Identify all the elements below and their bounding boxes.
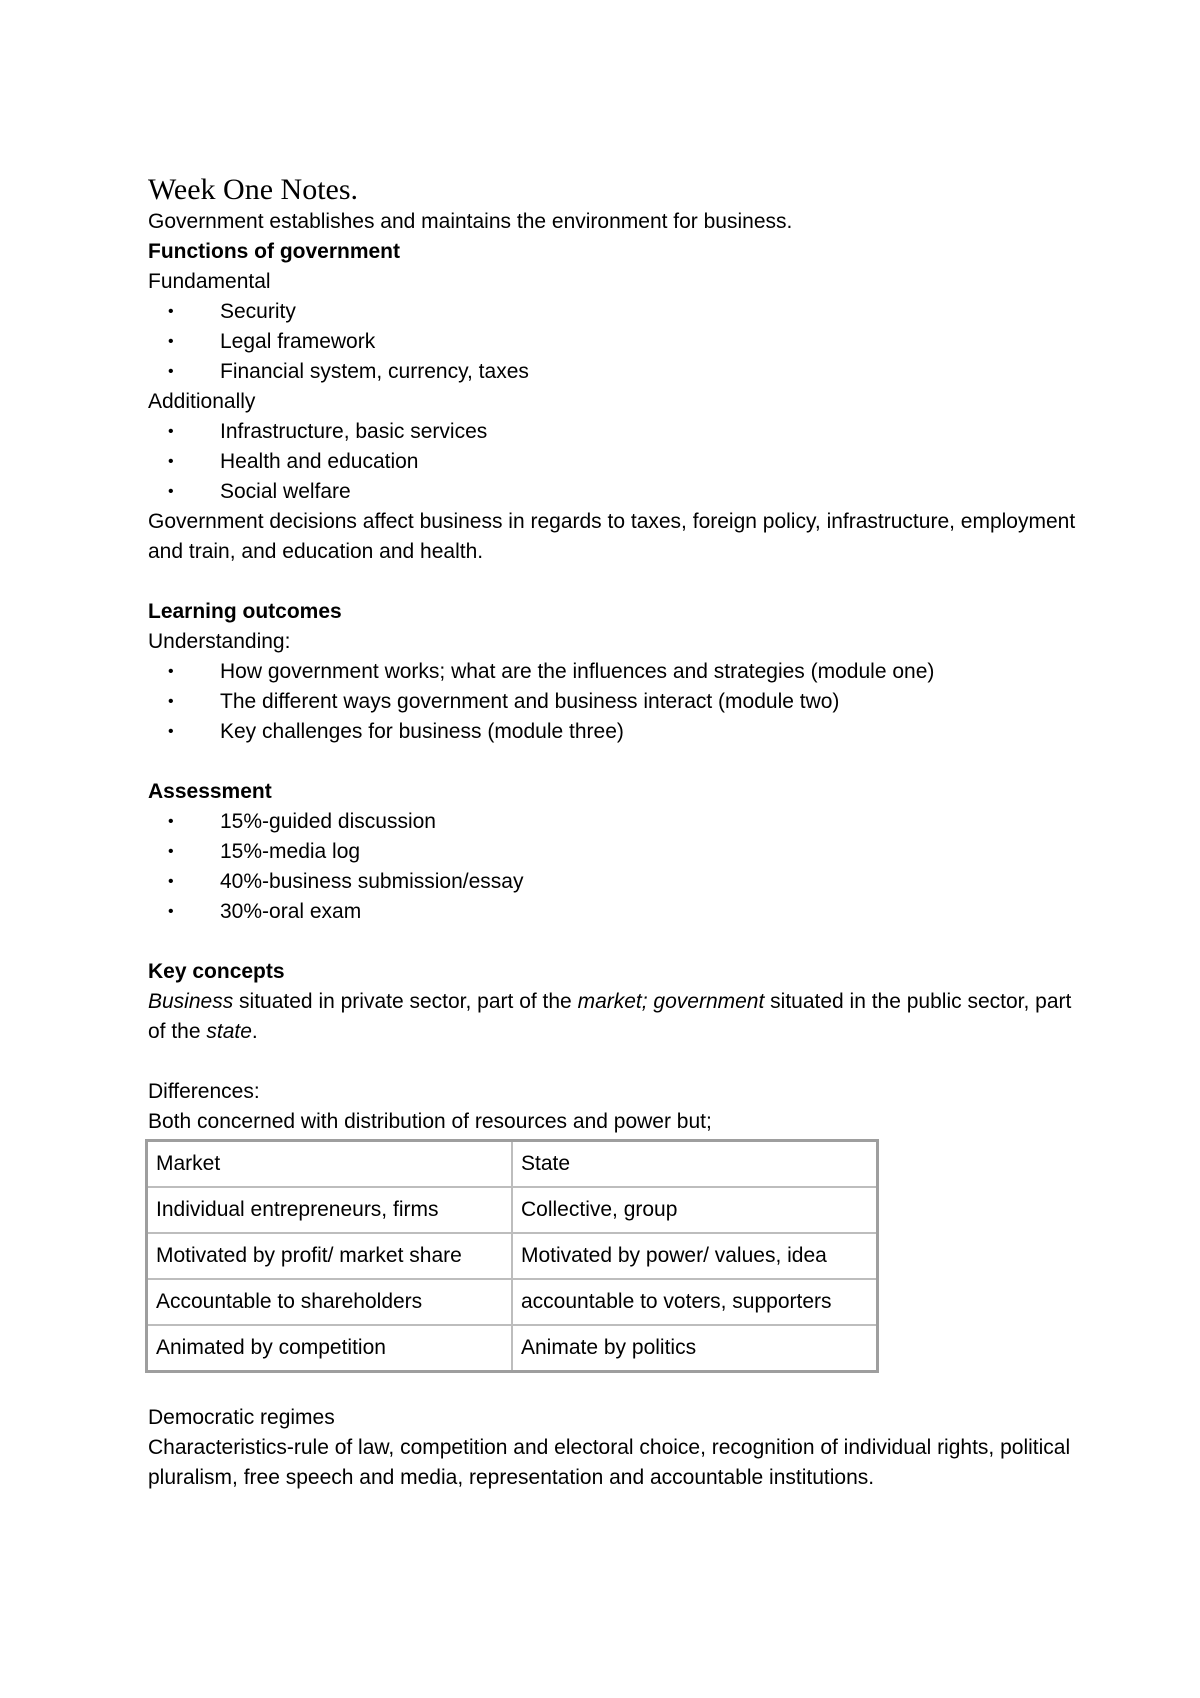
table-row <box>147 1279 878 1325</box>
fundamental-list <box>148 297 1078 387</box>
bullet-icon: • <box>168 903 174 920</box>
additional-list <box>148 417 1078 507</box>
bullet-icon: • <box>168 453 174 470</box>
bullet-icon: • <box>168 873 174 890</box>
table-cell: Animated by competition <box>147 1325 513 1372</box>
page-title: Week One Notes. <box>148 173 359 206</box>
list-item: • Health and education <box>148 447 1078 477</box>
differences-label: Differences: <box>148 1080 260 1103</box>
bullet-icon: • <box>168 843 174 860</box>
bullet-icon: • <box>168 303 174 320</box>
list-item: • Social welfare <box>148 477 1078 507</box>
bullet-icon: • <box>168 423 174 440</box>
bullet-icon: • <box>168 813 174 830</box>
table-cell: State <box>512 1141 878 1188</box>
functions-heading: Functions of government <box>148 240 400 263</box>
table-cell: Individual entrepreneurs, firms <box>147 1187 513 1233</box>
table-cell: Market <box>147 1141 513 1188</box>
list-item: • Infrastructure, basic services <box>148 417 1078 447</box>
list-item: • 30%-oral exam <box>148 897 1078 927</box>
learning-list <box>148 657 1078 747</box>
table-row <box>147 1325 878 1372</box>
list-item: • Key challenges for business (module three) <box>148 717 1078 747</box>
list-item: • The different ways government and business interact (module two) <box>148 687 1078 717</box>
key-concepts-text: Business situated in private sector, part of the market; government situated in the public sector, part of the state. <box>148 990 1072 1043</box>
table-cell: Collective, group <box>512 1187 878 1233</box>
bullet-icon: • <box>168 693 174 710</box>
list-item: • 15%-media log <box>148 837 1078 867</box>
assessment-list <box>148 807 1078 927</box>
democratic-text: Characteristics-rule of law, competition and electoral choice, recognition of individual rights, political pluralism, free speech and media, representation and accountable institutions. <box>148 1436 1071 1489</box>
bullet-icon: • <box>168 333 174 350</box>
list-item: • 15%-guided discussion <box>148 807 1078 837</box>
table-row <box>147 1141 878 1188</box>
bullet-icon: • <box>168 483 174 500</box>
comparison-table <box>145 1139 879 1373</box>
bullet-icon: • <box>168 363 174 380</box>
list-item: • Legal framework <box>148 327 1078 357</box>
key-concepts-heading: Key concepts <box>148 960 285 983</box>
fundamental-label: Fundamental <box>148 270 271 293</box>
differences-intro: Both concerned with distribution of resources and power but; <box>148 1110 712 1133</box>
learning-label: Understanding: <box>148 630 291 653</box>
list-item: • Security <box>148 297 1078 327</box>
intro-text: Government establishes and maintains the environment for business. <box>148 210 793 233</box>
list-item: • 40%-business submission/essay <box>148 867 1078 897</box>
table-cell: Animate by politics <box>512 1325 878 1372</box>
table-cell: Motivated by profit/ market share <box>147 1233 513 1279</box>
list-item: • Financial system, currency, taxes <box>148 357 1078 387</box>
additional-label: Additionally <box>148 390 256 413</box>
table-cell: Motivated by power/ values, idea <box>512 1233 878 1279</box>
assessment-heading: Assessment <box>148 780 272 803</box>
document-page <box>148 170 1078 1493</box>
democratic-heading: Democratic regimes <box>148 1406 335 1429</box>
table-cell: accountable to voters, supporters <box>512 1279 878 1325</box>
bullet-icon: • <box>168 723 174 740</box>
table-cell: Accountable to shareholders <box>147 1279 513 1325</box>
list-item: • How government works; what are the influences and strategies (module one) <box>148 657 1078 687</box>
table-row <box>147 1233 878 1279</box>
functions-summary: Government decisions affect business in regards to taxes, foreign policy, infrastructure, employment and train, and education and health. <box>148 510 1076 563</box>
learning-heading: Learning outcomes <box>148 600 342 623</box>
table-row <box>147 1187 878 1233</box>
bullet-icon: • <box>168 663 174 680</box>
